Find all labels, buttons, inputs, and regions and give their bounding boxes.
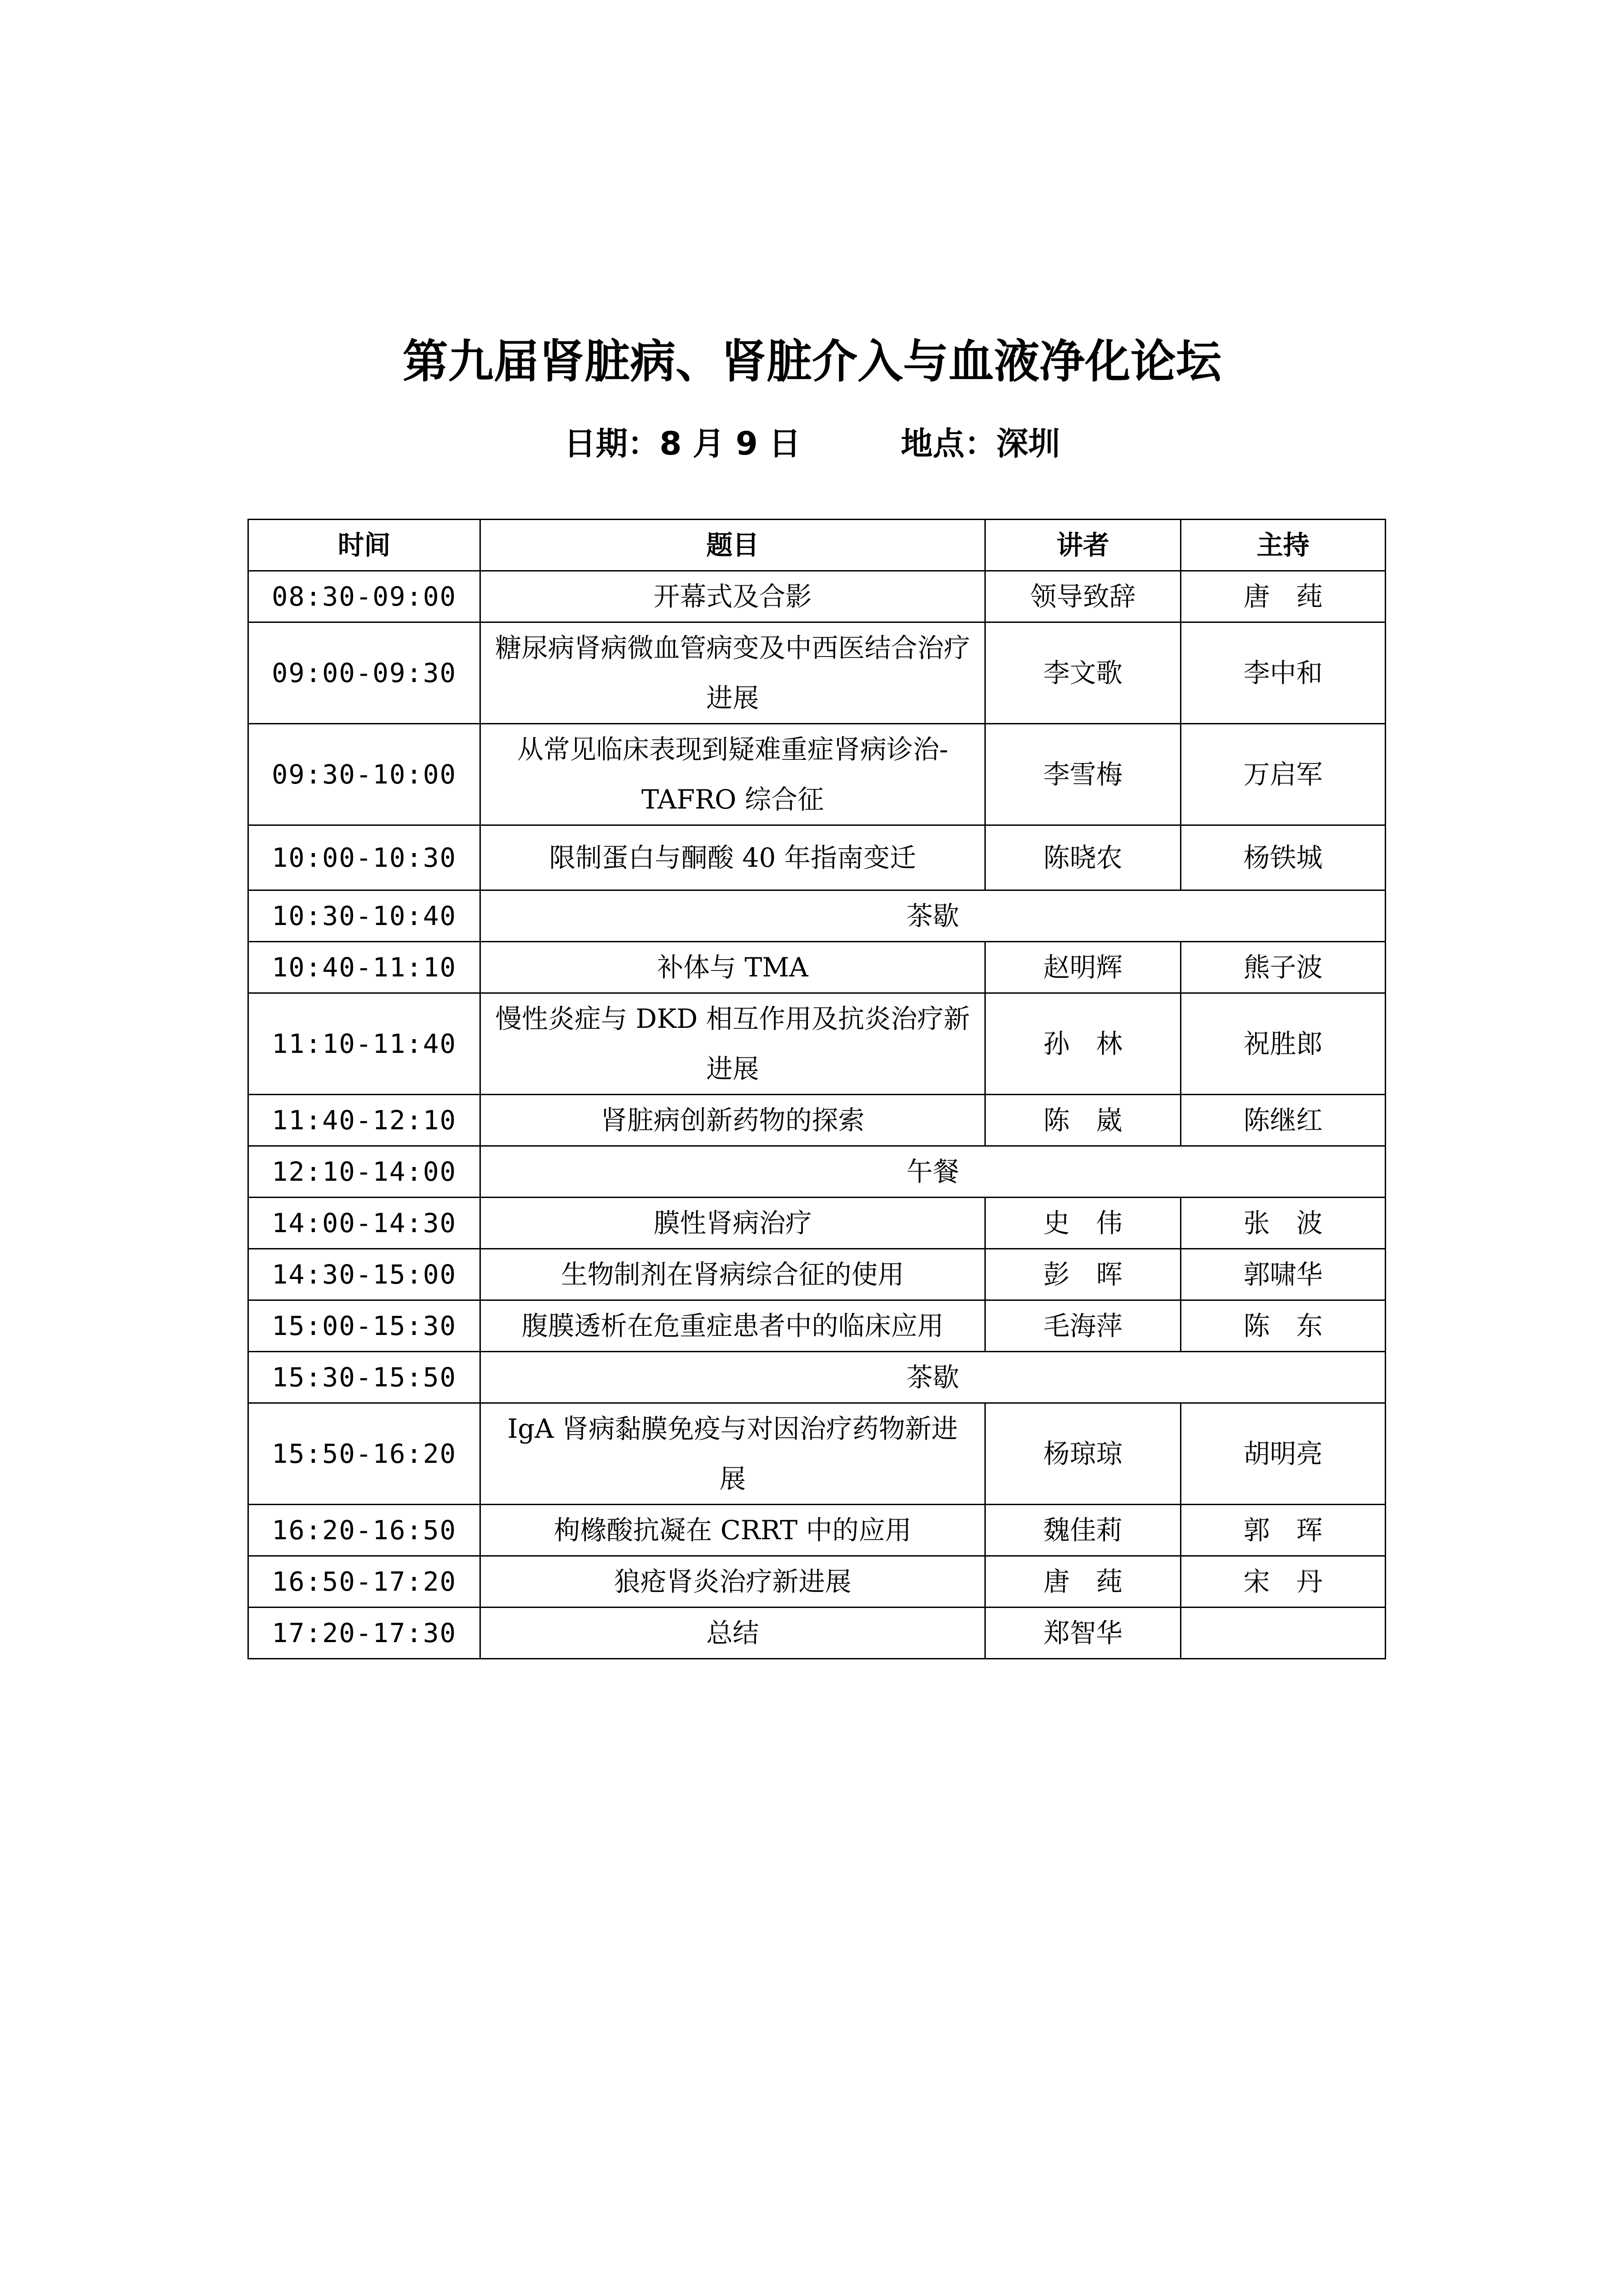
session-topic: 枸橼酸抗凝在 CRRT 中的应用 (480, 1505, 985, 1556)
session-time: 10:00-10:30 (248, 825, 480, 890)
session-topic: 腹膜透析在危重症患者中的临床应用 (480, 1300, 985, 1352)
table-row (248, 1198, 1386, 1249)
session-time: 14:30-15:00 (248, 1249, 480, 1300)
subtitle (0, 419, 1624, 469)
session-topic: 总结 (480, 1608, 985, 1659)
table-row (248, 1146, 1386, 1198)
session-host (1181, 1608, 1386, 1659)
session-host: 胡明亮 (1181, 1403, 1386, 1505)
session-time: 11:40-12:10 (248, 1095, 480, 1146)
session-speaker: 郑智华 (985, 1608, 1181, 1659)
session-speaker: 李雪梅 (985, 724, 1181, 825)
session-speaker: 赵明辉 (985, 942, 1181, 993)
session-host: 唐 莼 (1181, 571, 1386, 622)
page-title: 第九届肾脏病、肾脏介入与血液净化论坛 (403, 335, 1221, 388)
table-row (248, 1095, 1386, 1146)
session-host: 宋 丹 (1181, 1556, 1386, 1608)
session-host: 郭 珲 (1181, 1505, 1386, 1556)
break-label: 茶歇 (480, 1352, 1386, 1403)
header-speaker: 讲者 (985, 520, 1181, 571)
table-row (248, 1352, 1386, 1403)
table-row (248, 942, 1386, 993)
schedule-body (248, 571, 1386, 1659)
table-row (248, 993, 1386, 1095)
session-speaker: 毛海萍 (985, 1300, 1181, 1352)
break-label: 午餐 (480, 1146, 1386, 1198)
session-host: 陈继红 (1181, 1095, 1386, 1146)
session-time: 15:30-15:50 (248, 1352, 480, 1403)
session-time: 14:00-14:30 (248, 1198, 480, 1249)
session-time: 08:30-09:00 (248, 571, 480, 622)
header-host: 主持 (1181, 520, 1386, 571)
session-time: 15:00-15:30 (248, 1300, 480, 1352)
table-row (248, 1556, 1386, 1608)
session-speaker: 魏佳莉 (985, 1505, 1181, 1556)
session-topic: 狼疮肾炎治疗新进展 (480, 1556, 985, 1608)
session-topic: 慢性炎症与 DKD 相互作用及抗炎治疗新进展 (480, 993, 985, 1095)
session-topic: 糖尿病肾病微血管病变及中西医结合治疗进展 (480, 622, 985, 724)
table-row (248, 1608, 1386, 1659)
session-topic: 从常见临床表现到疑难重症肾病诊治-TAFRO 综合征 (480, 724, 985, 825)
session-host: 李中和 (1181, 622, 1386, 724)
session-speaker: 领导致辞 (985, 571, 1181, 622)
session-host: 郭啸华 (1181, 1249, 1386, 1300)
session-topic: 肾脏病创新药物的探索 (480, 1095, 985, 1146)
table-row (248, 1403, 1386, 1505)
session-speaker: 史 伟 (985, 1198, 1181, 1249)
session-topic: 限制蛋白与酮酸 40 年指南变迁 (480, 825, 985, 890)
table-row (248, 622, 1386, 724)
session-time: 17:20-17:30 (248, 1608, 480, 1659)
session-time: 10:40-11:10 (248, 942, 480, 993)
session-speaker: 陈晓农 (985, 825, 1181, 890)
table-row (248, 1300, 1386, 1352)
table-row (248, 825, 1386, 890)
session-host: 熊子波 (1181, 942, 1386, 993)
session-time: 12:10-14:00 (248, 1146, 480, 1198)
header-time: 时间 (248, 520, 480, 571)
date-label: 日期：8 月 9 日 (564, 425, 801, 462)
session-time: 16:20-16:50 (248, 1505, 480, 1556)
session-speaker: 陈 崴 (985, 1095, 1181, 1146)
session-speaker: 李文歌 (985, 622, 1181, 724)
session-host: 陈 东 (1181, 1300, 1386, 1352)
break-label: 茶歇 (480, 890, 1386, 942)
session-time: 15:50-16:20 (248, 1403, 480, 1505)
schedule-table (247, 519, 1386, 1659)
session-host: 杨铁城 (1181, 825, 1386, 890)
session-topic: IgA 肾病黏膜免疫与对因治疗药物新进展 (480, 1403, 985, 1505)
table-row (248, 571, 1386, 622)
session-time: 10:30-10:40 (248, 890, 480, 942)
session-speaker: 杨琼琼 (985, 1403, 1181, 1505)
table-row (248, 724, 1386, 825)
session-time: 09:00-09:30 (248, 622, 480, 724)
session-topic: 膜性肾病治疗 (480, 1198, 985, 1249)
session-speaker: 彭 晖 (985, 1249, 1181, 1300)
session-topic: 补体与 TMA (480, 942, 985, 993)
session-topic: 开幕式及合影 (480, 571, 985, 622)
table-row (248, 890, 1386, 942)
session-speaker: 唐 莼 (985, 1556, 1181, 1608)
session-time: 16:50-17:20 (248, 1556, 480, 1608)
session-topic: 生物制剂在肾病综合征的使用 (480, 1249, 985, 1300)
session-time: 11:10-11:40 (248, 993, 480, 1095)
table-row (248, 1505, 1386, 1556)
session-host: 祝胜郎 (1181, 993, 1386, 1095)
header-topic: 题目 (480, 520, 985, 571)
session-speaker: 孙 林 (985, 993, 1181, 1095)
venue-label: 地点：深圳 (901, 425, 1060, 462)
session-host: 万启军 (1181, 724, 1386, 825)
header-row (248, 520, 1386, 571)
table-row (248, 1249, 1386, 1300)
session-time: 09:30-10:00 (248, 724, 480, 825)
session-host: 张 波 (1181, 1198, 1386, 1249)
